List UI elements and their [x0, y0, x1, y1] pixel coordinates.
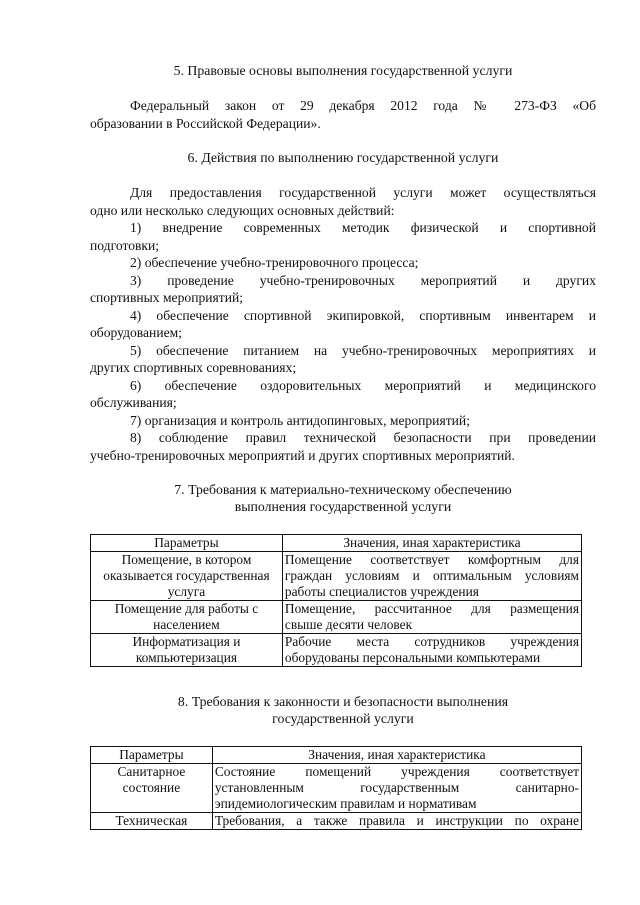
- section-6-item-5-line-1: 5) обеспечение питанием на учебно-тренировочных мероприятиях и: [130, 342, 596, 358]
- material-requirements-table: [90, 534, 582, 667]
- cell-line: оказывается государственная: [103, 568, 270, 583]
- table-header-parameters: Параметры: [91, 535, 283, 552]
- section-6-item-4-line-2: оборудованием;: [90, 325, 183, 340]
- section-8-heading: [90, 693, 596, 727]
- section-6-intro-line-2: одно или несколько следующих основных действий:: [90, 202, 395, 218]
- table-row: [91, 634, 582, 667]
- table-row: [91, 601, 582, 634]
- cell-line: свыше десяти человек: [284, 617, 413, 632]
- section-6-item-1-line-1: 1) внедрение современных методик физической и спортивной: [130, 220, 596, 235]
- cell-line: Санитарное: [117, 764, 186, 779]
- table-cell-parameter: [91, 813, 213, 830]
- section-6-item-6-line-1: 6) обеспечение оздоровительных мероприятий и медицинского: [130, 377, 596, 393]
- table-cell-value: [212, 764, 581, 813]
- section-5-heading: 5. Правовые основы выполнения государственной услуги: [173, 63, 513, 78]
- cell-line: Помещение, рассчитанное для размещения: [284, 601, 579, 616]
- section-6-heading: 6. Действия по выполнению государственной услуги: [187, 150, 499, 165]
- section-6-item-8-line-2: учебно-тренировочных мероприятий и других спортивных мероприятий.: [90, 447, 515, 463]
- cell-line: оборудованы персональными компьютерами: [284, 650, 541, 665]
- section-6-item-3-line-2: спортивных мероприятий;: [90, 290, 244, 305]
- section-6-text: [90, 184, 596, 464]
- section-6-item-3-line-1: 3) проведение учебно-тренировочных мероприятий и других: [130, 272, 596, 288]
- cell-line: установленным государственным санитарно-: [214, 780, 579, 795]
- cell-line: населением: [153, 617, 220, 632]
- cell-line: Состояние помещений учреждения соответствует: [214, 764, 579, 779]
- table-header-values: Значения, иная характеристика: [212, 747, 581, 764]
- cell-line: Требования, а также правила и инструкции по охране: [214, 813, 579, 828]
- cell-line: компьютеризация: [135, 650, 238, 665]
- cell-line: Помещение, в котором: [121, 552, 252, 567]
- cell-line: эпидемиологическим правилам и нормативам: [214, 796, 477, 811]
- cell-line: Информатизация и: [132, 634, 241, 649]
- cell-line: Рабочие места сотрудников учреждения: [284, 634, 579, 649]
- cell-line: граждан условиям и оптимальным условиям: [284, 568, 579, 583]
- table-cell-value: [282, 601, 581, 634]
- section-7-heading: [90, 481, 596, 515]
- section-7-heading-line-2: выполнения государственной услуги: [234, 499, 452, 514]
- table-cell-parameter: [91, 601, 283, 634]
- section-8-heading-line-1: 8. Требования к законности и безопасности выполнения: [177, 694, 509, 709]
- section-8-heading-line-2: государственной услуги: [272, 711, 414, 726]
- cell-line: услуга: [167, 584, 206, 599]
- section-7-heading-line-1: 7. Требования к материально-техническому обеспечению: [174, 482, 512, 497]
- cell-line: Техническая: [115, 813, 188, 828]
- section-5-line-1: Федеральный закон от 29 декабря 2012 года № 273-ФЗ «Об: [130, 98, 596, 113]
- section-6-intro-line-1: Для предоставления государственной услуги может осуществляться: [130, 185, 596, 200]
- section-6-item-2: 2) обеспечение учебно-тренировочного процесса;: [130, 255, 419, 270]
- table-header-values: Значения, иная характеристика: [282, 535, 581, 552]
- section-6-item-7: 7) организация и контроль антидопинговых, мероприятий;: [130, 412, 470, 428]
- legality-safety-table: [90, 746, 582, 830]
- section-6-item-1-line-2: подготовки;: [90, 237, 160, 253]
- section-6-item-8-line-1: 8) соблюдение правил технической безопасности при проведении: [130, 430, 596, 445]
- table-cell-parameter: [91, 764, 213, 813]
- section-6-item-5-line-2: других спортивных соревнованиях;: [90, 360, 297, 375]
- table-header-row: [91, 535, 582, 552]
- cell-line: работы специалистов учреждения: [284, 584, 479, 599]
- cell-line: Помещение соответствует комфортным для: [284, 552, 579, 567]
- section-5-text: [90, 97, 596, 132]
- table-row: [91, 813, 582, 830]
- table-cell-parameter: [91, 634, 283, 667]
- table-header-parameters: Параметры: [91, 747, 213, 764]
- table-cell-value: [282, 634, 581, 667]
- section-6-item-6-line-2: обслуживания;: [90, 395, 177, 410]
- table-header-row: [91, 747, 582, 764]
- section-5-line-2: образовании в Российской Федерации».: [90, 115, 321, 131]
- table-cell-value: [282, 552, 581, 601]
- table-cell-value: [212, 813, 581, 830]
- cell-line: состояние: [122, 780, 181, 795]
- cell-line: Помещение для работы с: [114, 601, 259, 616]
- table-row: [91, 552, 582, 601]
- table-row: [91, 764, 582, 813]
- section-6-item-4-line-1: 4) обеспечение спортивной экипировкой, спортивным инвентарем и: [130, 307, 596, 323]
- table-cell-parameter: [91, 552, 283, 601]
